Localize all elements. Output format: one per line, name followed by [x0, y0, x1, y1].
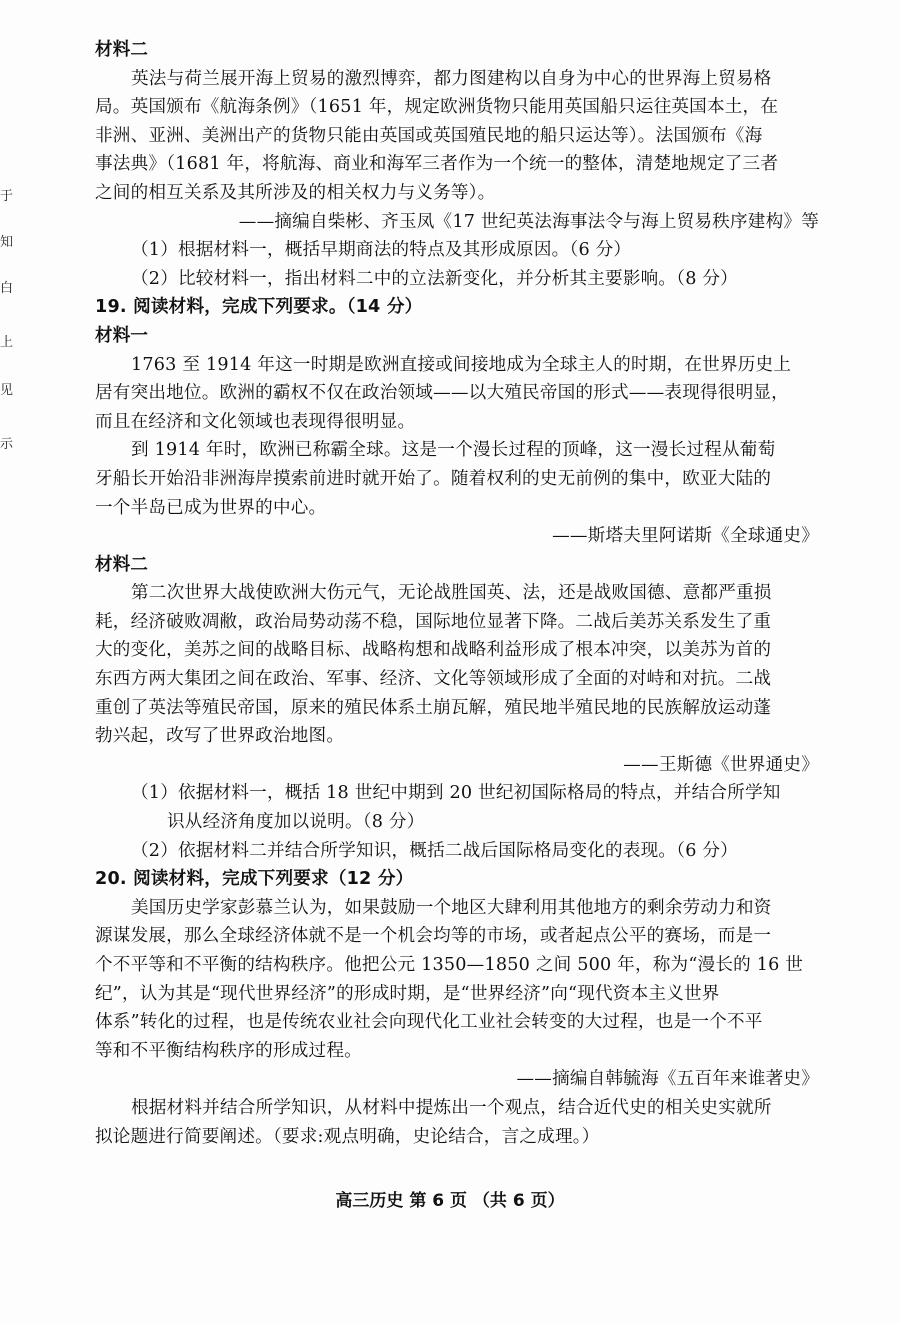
source-citation: ——王斯德《世界通史》: [623, 754, 819, 775]
question-20-title: 20. 阅读材料，完成下列要求（12 分）: [95, 869, 414, 890]
paragraph-line: 居有突出地位。欧洲的霸权不仅在政治领域——以大殖民帝国的形式——表现得很明显，: [95, 383, 789, 404]
margin-mark: 于: [0, 189, 14, 204]
margin-mark: 知: [0, 235, 14, 250]
paragraph-line: 美国历史学家彭慕兰认为，如果鼓励一个地区大肆利用其他地方的剩余劳动力和资: [131, 897, 772, 918]
paragraph-line: 局。英国颁布《航海条例》（1651 年，规定欧洲货物只能用英国船只运往英国本土，在: [95, 97, 779, 118]
paragraph-line: 大的变化，美苏之间的战略目标、战略构想和战略利益形成了根本冲突，以美苏为首的: [95, 640, 772, 661]
task-line: 拟论题进行简要阐述。（要求:观点明确，史论结合，言之成理。）: [95, 1126, 600, 1147]
page-content: [95, 36, 825, 1151]
page-footer: 高三历史 第 6 页 （共 6 页）: [335, 1191, 565, 1211]
paragraph-line: 非洲、亚洲、美洲出产的货物只能由英国或英国殖民地的船只运达等）。法国颁布《海: [95, 125, 763, 146]
paragraph-line: 个不平等和不平衡的结构秩序。他把公元 1350—1850 之间 500 年，称为“漫长的 16 世: [95, 955, 804, 975]
source-citation: ——摘编自柴彬、齐玉凤《17 世纪英法海事法令与海上贸易秩序建构》等: [238, 211, 819, 232]
paragraph-line: 1763 至 1914 年这一时期是欧洲直接或间接地成为全球主人的时期，在世界历史上: [131, 354, 792, 375]
paragraph-line: 纪”，认为其是“现代世界经济”的形成时期，是“世界经济”向“现代资本主义世界: [95, 983, 720, 1004]
paragraph-line: 第二次世界大战使欧洲大伤元气，无论战胜国英、法，还是战败国德、意都严重损: [131, 583, 772, 604]
task-line: 根据材料并结合所学知识，从材料中提炼出一个观点，结合近代史的相关史实就所: [131, 1097, 772, 1118]
paragraph-line: 牙船长开始沿非洲海岸摸索前进时就开始了。随着权利的史无前例的集中，欧亚大陆的: [95, 468, 772, 489]
material-two-heading: 材料二: [95, 554, 149, 575]
source-citation: ——摘编自韩毓海《五百年来谁著史》: [516, 1069, 819, 1090]
paragraph-line: 而且在经济和文化领域也表现得很明显。: [95, 411, 416, 432]
sub-question: （2）依据材料二并结合所学知识，概括二战后国际格局变化的表现。（6 分）: [131, 840, 738, 861]
paragraph-line: 体系”转化的过程，也是传统农业社会向现代化工业社会转变的大过程，也是一个不平: [95, 1012, 763, 1033]
paragraph-line: 耗，经济破败凋敝，政治局势动荡不稳，国际地位显著下降。二战后美苏关系发生了重: [95, 611, 772, 632]
source-citation: ——斯塔夫里阿诺斯《全球通史》: [552, 526, 819, 547]
paragraph-line: 等和不平衡结构秩序的形成过程。: [95, 1040, 362, 1061]
paragraph-line: 之间的相互关系及其所涉及的相关权力与义务等）。: [95, 182, 496, 203]
sub-question: （1）根据材料一，概括早期商法的特点及其形成原因。（6 分）: [131, 240, 632, 261]
paragraph-line: 一个半岛已成为世界的中心。: [95, 497, 327, 518]
paragraph-line: 英法与荷兰展开海上贸易的激烈博弈，都力图建构以自身为中心的世界海上贸易格: [131, 68, 772, 89]
paragraph-line: 重创了英法等殖民帝国，原来的殖民体系土崩瓦解，殖民地半殖民地的民族解放运动蓬: [95, 697, 772, 718]
material-one-heading: 材料一: [95, 325, 149, 346]
paragraph-line: 勃兴起，改写了世界政治地图。: [95, 726, 345, 747]
sub-question: （1）依据材料一，概括 18 世纪中期到 20 世纪初国际格局的特点，并结合所学知: [131, 783, 781, 804]
paragraph-line: 事法典》（1681 年，将航海、商业和海军三者作为一个统一的整体，清楚地规定了三者: [95, 154, 779, 175]
margin-mark: 示: [0, 437, 14, 452]
material-two-heading: 材料二: [95, 40, 149, 60]
paragraph-line: 到 1914 年时，欧洲已称霸全球。这是一个漫长过程的顶峰，这一漫长过程从葡萄: [131, 440, 776, 461]
margin-mark: 白: [0, 281, 14, 296]
paragraph-line: 东西方两大集团之间在政治、军事、经济、文化等领域形成了全面的对峙和对抗。二战: [95, 669, 772, 690]
question-19-title: 19. 阅读材料，完成下列要求。（14 分）: [95, 297, 423, 318]
sub-question: （2）比较材料一，指出材料二中的立法新变化，并分析其主要影响。（8 分）: [131, 268, 738, 289]
margin-mark: 上: [0, 335, 14, 350]
margin-mark: 见: [0, 383, 14, 398]
paragraph-line: 源谋发展，那么全球经济体就不是一个机会均等的市场，或者起点公平的赛场，而是一: [95, 926, 772, 947]
sub-question-continued: 识从经济角度加以说明。（8 分）: [167, 812, 425, 833]
